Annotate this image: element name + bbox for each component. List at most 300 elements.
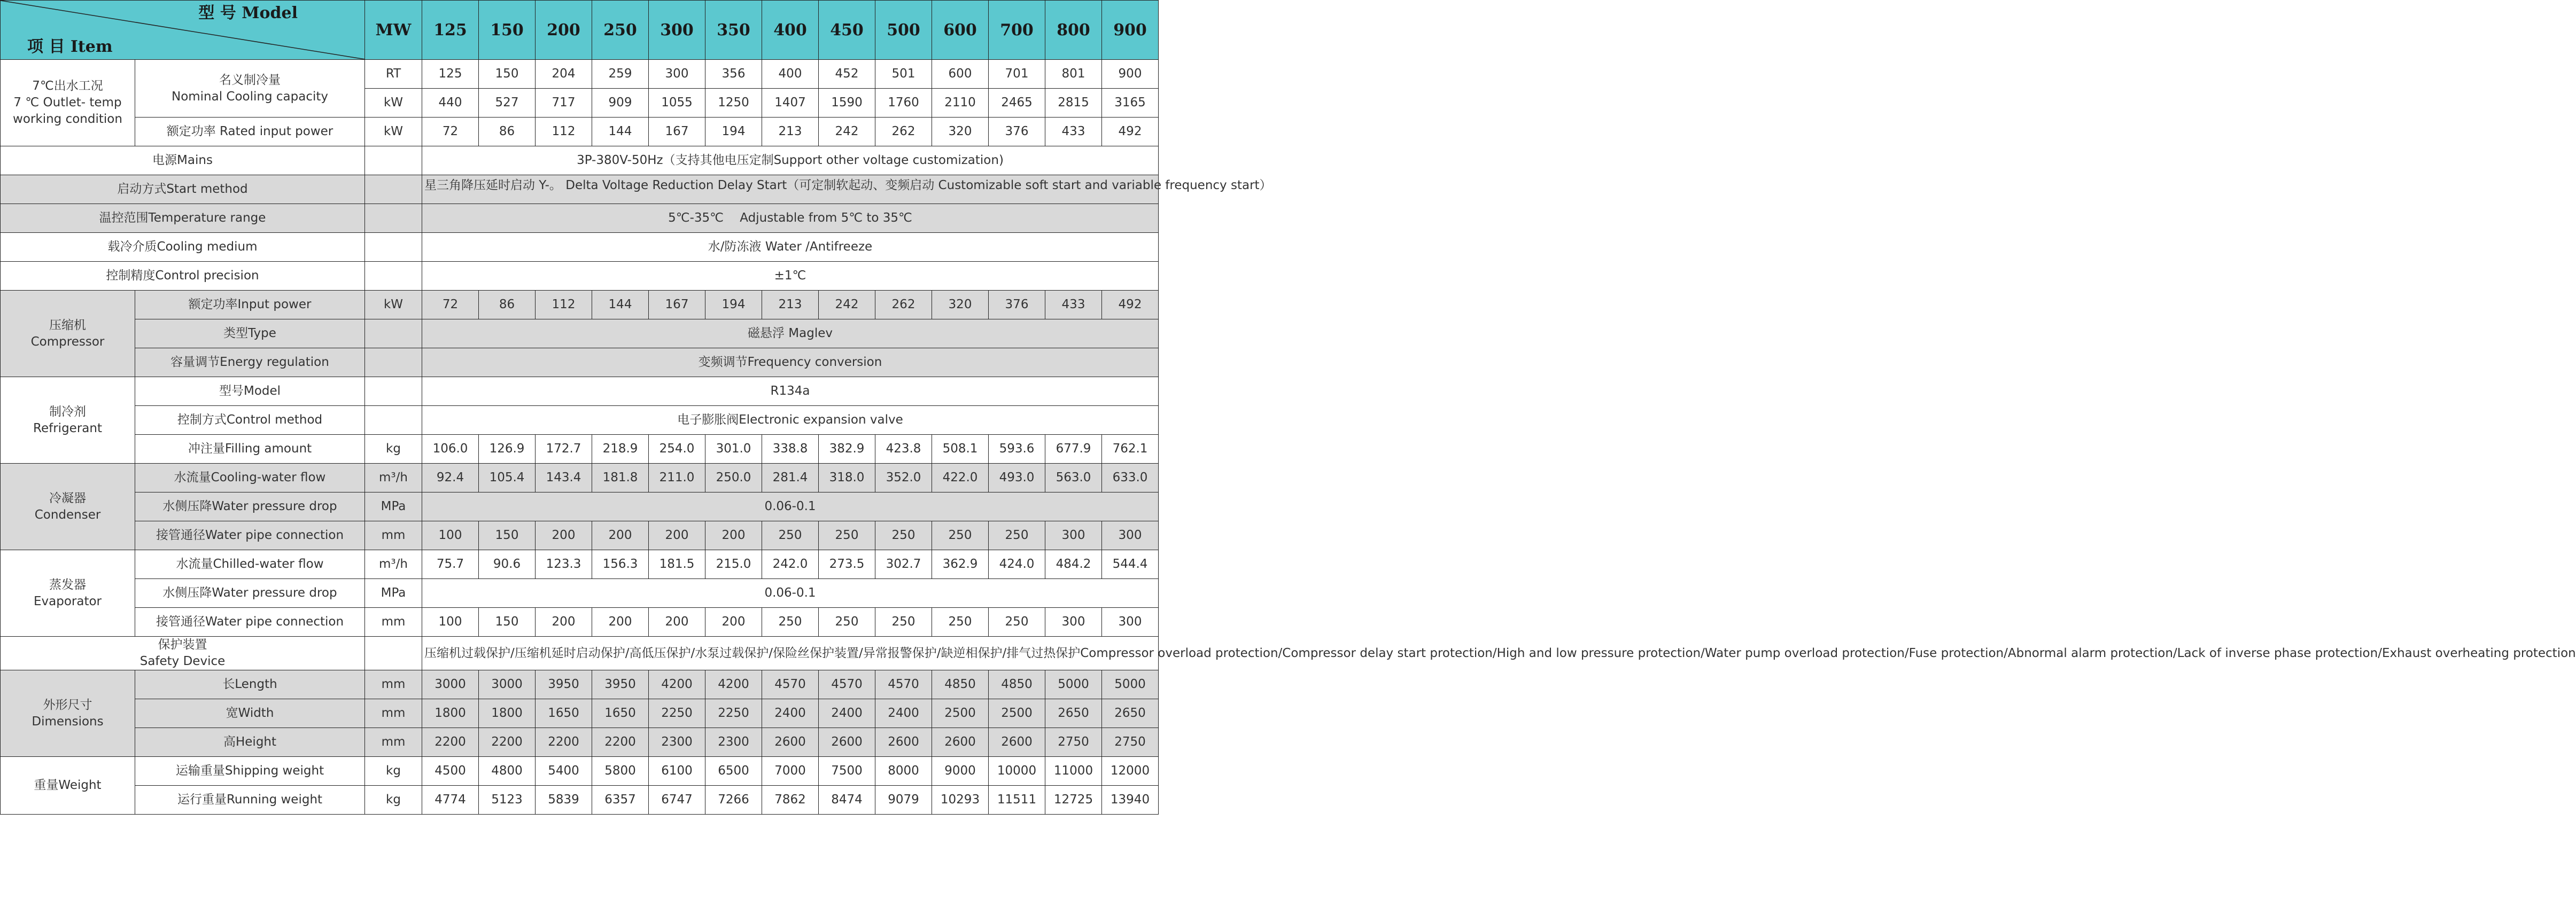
capacity-rt-cell: 701 xyxy=(989,60,1045,89)
width-cell: 2400 xyxy=(762,699,819,728)
row-label: 控制精度Control precision xyxy=(1,262,365,291)
capacity-rt-cell: 400 xyxy=(762,60,819,89)
condenser-pipe-cell: 250 xyxy=(819,521,875,550)
mains-row xyxy=(1,146,1159,175)
group-label-en: 7 ℃ Outlet- temp xyxy=(13,96,122,110)
compressor-group xyxy=(1,291,135,377)
group-label-cn: 蒸发器 xyxy=(49,577,86,592)
length-cell: 4850 xyxy=(932,670,989,699)
capacity-kw-cell: 3165 xyxy=(1102,89,1159,118)
rated-power-cell: 376 xyxy=(989,118,1045,146)
row-label: 类型Type xyxy=(135,319,365,348)
condenser-pipe-cell: 250 xyxy=(989,521,1045,550)
compressor-power-cell: 112 xyxy=(536,291,592,319)
safety-row xyxy=(1,637,1159,670)
refrigerant-group xyxy=(1,377,135,464)
unit-cell: mm xyxy=(365,670,422,699)
model-header: 150 xyxy=(479,1,536,60)
capacity-kw-cell: 1590 xyxy=(819,89,875,118)
unit-cell: mm xyxy=(365,521,422,550)
condenser-flow-cell: 105.4 xyxy=(479,464,536,492)
running-weight-cell: 5123 xyxy=(479,786,536,815)
refrigerant-model-value: R134a xyxy=(422,377,1159,406)
row-label-en: Safety Device xyxy=(139,654,226,668)
condenser-flow-cell: 211.0 xyxy=(649,464,705,492)
evaporator-pipe-cell: 300 xyxy=(1045,608,1102,637)
compressor-type-row xyxy=(1,319,1159,348)
item-header-label: 项 目 Item xyxy=(27,37,113,56)
unit-cell: kg xyxy=(365,435,422,464)
row-label: 额定功率Input power xyxy=(135,291,365,319)
evaporator-pipe-cell: 250 xyxy=(819,608,875,637)
evaporator-flow-cell: 544.4 xyxy=(1102,550,1159,579)
row-label-cn: 名义制冷量 xyxy=(219,73,281,87)
width-cell: 1800 xyxy=(422,699,479,728)
evaporator-pipe-cell: 200 xyxy=(592,608,649,637)
shipping-weight-cell: 8000 xyxy=(875,757,932,786)
height-cell: 2200 xyxy=(536,728,592,757)
evaporator-pipe-cell: 250 xyxy=(989,608,1045,637)
condenser-group xyxy=(1,464,135,550)
length-cell: 4570 xyxy=(762,670,819,699)
row-label: 冲注量Filling amount xyxy=(135,435,365,464)
unit-header-label: MW xyxy=(365,1,422,60)
width-cell: 1650 xyxy=(536,699,592,728)
header-row xyxy=(1,1,1159,60)
unit-cell: kW xyxy=(365,291,422,319)
filling-amount-cell: 126.9 xyxy=(479,435,536,464)
length-cell: 4850 xyxy=(989,670,1045,699)
row-label: 接管通径Water pipe connection xyxy=(135,608,365,637)
compressor-power-cell: 194 xyxy=(705,291,762,319)
condenser-pipe-cell: 200 xyxy=(536,521,592,550)
running-weight-cell: 6747 xyxy=(649,786,705,815)
capacity-kw-cell: 909 xyxy=(592,89,649,118)
shipping-weight-cell: 6500 xyxy=(705,757,762,786)
capacity-rt-cell: 204 xyxy=(536,60,592,89)
row-label: 水流量Chilled-water flow xyxy=(135,550,365,579)
filling-amount-cell: 382.9 xyxy=(819,435,875,464)
filling-amount-cell: 677.9 xyxy=(1045,435,1102,464)
model-header: 500 xyxy=(875,1,932,60)
rated-power-cell: 112 xyxy=(536,118,592,146)
row-label: 额定功率 Rated input power xyxy=(135,118,365,146)
width-cell: 2250 xyxy=(649,699,705,728)
safety-value: 压缩机过载保护/压缩机延时启动保护/高低压保护/水泵过载保护/保险丝保护装置/异常报警保护/缺逆相保护/排气过热保护Compressor overload protection/Compressor delay start protection/High and low pressure protection/Water pump overload protection/Fuse protection/Abnormal alarm protection/Lack of inverse phase protection/Exhaust overheating protection xyxy=(422,637,1159,670)
group-label-en: Dimensions xyxy=(32,714,104,729)
unit-cell: mm xyxy=(365,699,422,728)
evaporator-pressure-row xyxy=(1,579,1159,608)
model-header: 800 xyxy=(1045,1,1102,60)
capacity-rt-cell: 900 xyxy=(1102,60,1159,89)
capacity-kw-cell: 2110 xyxy=(932,89,989,118)
control-precision-row xyxy=(1,262,1159,291)
filling-amount-cell: 301.0 xyxy=(705,435,762,464)
evaporator-flow-cell: 362.9 xyxy=(932,550,989,579)
mains-value: 3P-380V-50Hz（支持其他电压定制Support other voltage customization) xyxy=(422,146,1159,175)
group-label-cn: 制冷剂 xyxy=(49,404,86,419)
filling-amount-cell: 254.0 xyxy=(649,435,705,464)
length-cell: 5000 xyxy=(1045,670,1102,699)
control-method-value: 电子膨胀阀Electronic expansion valve xyxy=(422,406,1159,435)
running-weight-cell: 13940 xyxy=(1102,786,1159,815)
condenser-flow-cell: 563.0 xyxy=(1045,464,1102,492)
width-cell: 2500 xyxy=(989,699,1045,728)
evaporator-pipe-cell: 250 xyxy=(875,608,932,637)
rated-power-cell: 167 xyxy=(649,118,705,146)
unit-cell xyxy=(365,262,422,291)
rated-power-cell: 86 xyxy=(479,118,536,146)
unit-cell xyxy=(365,348,422,377)
row-label: 水侧压降Water pressure drop xyxy=(135,579,365,608)
filling-amount-cell: 762.1 xyxy=(1102,435,1159,464)
height-row xyxy=(1,728,1159,757)
compressor-power-row xyxy=(1,291,1159,319)
condenser-flow-cell: 181.8 xyxy=(592,464,649,492)
capacity-rt-cell: 600 xyxy=(932,60,989,89)
unit-cell: kW xyxy=(365,89,422,118)
model-header: 900 xyxy=(1102,1,1159,60)
evaporator-pipe-cell: 200 xyxy=(536,608,592,637)
energy-regulation-value: 变频调节Frequency conversion xyxy=(422,348,1159,377)
compressor-power-cell: 72 xyxy=(422,291,479,319)
running-weight-cell: 6357 xyxy=(592,786,649,815)
width-cell: 1800 xyxy=(479,699,536,728)
running-weight-cell: 9079 xyxy=(875,786,932,815)
capacity-rt-cell: 452 xyxy=(819,60,875,89)
length-cell: 5000 xyxy=(1102,670,1159,699)
row-label-cn: 保护装置 xyxy=(158,638,207,652)
condenser-pressure-value: 0.06-0.1 xyxy=(422,492,1159,521)
shipping-weight-cell: 7000 xyxy=(762,757,819,786)
length-cell: 4570 xyxy=(819,670,875,699)
compressor-power-cell: 376 xyxy=(989,291,1045,319)
filling-amount-cell: 593.6 xyxy=(989,435,1045,464)
capacity-rt-cell: 150 xyxy=(479,60,536,89)
height-cell: 2200 xyxy=(479,728,536,757)
rated-power-row xyxy=(1,118,1159,146)
header-corner-cell xyxy=(1,1,365,60)
running-weight-cell: 8474 xyxy=(819,786,875,815)
row-label: 长Length xyxy=(135,670,365,699)
capacity-kw-cell: 527 xyxy=(479,89,536,118)
capacity-kw-cell: 717 xyxy=(536,89,592,118)
model-header: 350 xyxy=(705,1,762,60)
filling-amount-cell: 218.9 xyxy=(592,435,649,464)
capacity-kw-cell: 1760 xyxy=(875,89,932,118)
evaporator-pressure-value: 0.06-0.1 xyxy=(422,579,1159,608)
capacity-rt-cell: 501 xyxy=(875,60,932,89)
unit-cell: mm xyxy=(365,608,422,637)
width-row xyxy=(1,699,1159,728)
row-label: 运输重量Shipping weight xyxy=(135,757,365,786)
evaporator-flow-cell: 90.6 xyxy=(479,550,536,579)
unit-cell: kg xyxy=(365,786,422,815)
height-cell: 2600 xyxy=(762,728,819,757)
height-cell: 2600 xyxy=(819,728,875,757)
height-cell: 2300 xyxy=(705,728,762,757)
evaporator-pipe-cell: 250 xyxy=(762,608,819,637)
shipping-weight-cell: 12000 xyxy=(1102,757,1159,786)
condenser-flow-cell: 318.0 xyxy=(819,464,875,492)
compressor-power-cell: 492 xyxy=(1102,291,1159,319)
running-weight-cell: 10293 xyxy=(932,786,989,815)
width-cell: 2400 xyxy=(875,699,932,728)
start-method-row xyxy=(1,175,1159,204)
height-cell: 2600 xyxy=(989,728,1045,757)
running-weight-cell: 12725 xyxy=(1045,786,1102,815)
capacity-rt-cell: 801 xyxy=(1045,60,1102,89)
unit-cell: MPa xyxy=(365,579,422,608)
compressor-power-cell: 144 xyxy=(592,291,649,319)
condenser-flow-cell: 281.4 xyxy=(762,464,819,492)
row-label: 水流量Cooling-water flow xyxy=(135,464,365,492)
rated-power-cell: 213 xyxy=(762,118,819,146)
compressor-power-cell: 86 xyxy=(479,291,536,319)
evaporator-flow-cell: 484.2 xyxy=(1045,550,1102,579)
shipping-weight-cell: 5400 xyxy=(536,757,592,786)
width-cell: 2650 xyxy=(1045,699,1102,728)
shipping-weight-row xyxy=(1,757,1159,786)
model-header: 700 xyxy=(989,1,1045,60)
unit-cell: kW xyxy=(365,118,422,146)
capacity-kw-cell: 2815 xyxy=(1045,89,1102,118)
running-weight-cell: 5839 xyxy=(536,786,592,815)
evaporator-flow-cell: 156.3 xyxy=(592,550,649,579)
temp-range-value: 5℃-35℃ Adjustable from 5℃ to 35℃ xyxy=(422,204,1159,233)
shipping-weight-cell: 10000 xyxy=(989,757,1045,786)
height-cell: 2200 xyxy=(422,728,479,757)
shipping-weight-cell: 9000 xyxy=(932,757,989,786)
condenser-pipe-cell: 200 xyxy=(705,521,762,550)
evaporator-flow-cell: 424.0 xyxy=(989,550,1045,579)
capacity-kw-cell: 1055 xyxy=(649,89,705,118)
start-method-text: 星三角降压延时启动 Y-。 Delta Voltage Reduction Delay Start（可定制软起动、变频启动 Customizable soft start and variable frequency start） xyxy=(424,178,1272,192)
filling-amount-cell: 338.8 xyxy=(762,435,819,464)
length-cell: 3000 xyxy=(479,670,536,699)
unit-cell xyxy=(365,637,422,670)
compressor-power-cell: 213 xyxy=(762,291,819,319)
row-label: 控制方式Control method xyxy=(135,406,365,435)
shipping-weight-cell: 4800 xyxy=(479,757,536,786)
group-label-en: Compressor xyxy=(30,334,105,349)
row-label: 启动方式Start method xyxy=(1,175,365,204)
group-label-en: Refrigerant xyxy=(33,421,102,435)
condenser-pipe-cell: 200 xyxy=(592,521,649,550)
evaporator-pipe-row xyxy=(1,608,1159,637)
group-label-cn: 压缩机 xyxy=(49,318,86,332)
condenser-flow-cell: 633.0 xyxy=(1102,464,1159,492)
length-cell: 4200 xyxy=(649,670,705,699)
width-cell: 2650 xyxy=(1102,699,1159,728)
shipping-weight-cell: 5800 xyxy=(592,757,649,786)
condenser-pipe-cell: 250 xyxy=(875,521,932,550)
condenser-flow-cell: 250.0 xyxy=(705,464,762,492)
length-cell: 3950 xyxy=(536,670,592,699)
condenser-flow-cell: 92.4 xyxy=(422,464,479,492)
height-cell: 2600 xyxy=(932,728,989,757)
height-cell: 2200 xyxy=(592,728,649,757)
condenser-flow-cell: 422.0 xyxy=(932,464,989,492)
compressor-type-value: 磁悬浮 Maglev xyxy=(422,319,1159,348)
running-weight-cell: 7862 xyxy=(762,786,819,815)
filling-amount-cell: 508.1 xyxy=(932,435,989,464)
unit-cell xyxy=(365,406,422,435)
safety-label xyxy=(1,637,365,670)
condenser-flow-row xyxy=(1,464,1159,492)
refrigerant-model-row xyxy=(1,377,1159,406)
row-label: 温控范围Temperature range xyxy=(1,204,365,233)
height-cell: 2600 xyxy=(875,728,932,757)
group-label-en: Condenser xyxy=(34,507,101,522)
condenser-pipe-cell: 250 xyxy=(932,521,989,550)
rated-power-cell: 242 xyxy=(819,118,875,146)
condenser-flow-cell: 143.4 xyxy=(536,464,592,492)
evaporator-flow-cell: 273.5 xyxy=(819,550,875,579)
group-label-cn: 外形尺寸 xyxy=(43,698,92,712)
model-header: 400 xyxy=(762,1,819,60)
condenser-pipe-cell: 250 xyxy=(762,521,819,550)
running-weight-cell: 4774 xyxy=(422,786,479,815)
condenser-pipe-cell: 300 xyxy=(1102,521,1159,550)
group-label-en: Evaporator xyxy=(33,594,102,608)
compressor-power-cell: 242 xyxy=(819,291,875,319)
width-cell: 2250 xyxy=(705,699,762,728)
control-precision-value: ±1℃ xyxy=(422,262,1159,291)
unit-cell: kg xyxy=(365,757,422,786)
model-header: 250 xyxy=(592,1,649,60)
condenser-pipe-cell: 300 xyxy=(1045,521,1102,550)
unit-cell: MPa xyxy=(365,492,422,521)
model-header: 450 xyxy=(819,1,875,60)
unit-cell xyxy=(365,319,422,348)
length-row xyxy=(1,670,1159,699)
width-cell: 2500 xyxy=(932,699,989,728)
condenser-pipe-cell: 100 xyxy=(422,521,479,550)
unit-cell xyxy=(365,377,422,406)
row-label: 接管通径Water pipe connection xyxy=(135,521,365,550)
evaporator-pipe-cell: 300 xyxy=(1102,608,1159,637)
condenser-pipe-cell: 200 xyxy=(649,521,705,550)
evaporator-flow-cell: 242.0 xyxy=(762,550,819,579)
energy-regulation-row xyxy=(1,348,1159,377)
row-label-en: Nominal Cooling capacity xyxy=(171,89,328,104)
condenser-pressure-row xyxy=(1,492,1159,521)
group-label-cn: 冷凝器 xyxy=(49,491,86,505)
capacity-kw-cell: 1407 xyxy=(762,89,819,118)
filling-amount-cell: 172.7 xyxy=(536,435,592,464)
model-header: 600 xyxy=(932,1,989,60)
rated-power-cell: 144 xyxy=(592,118,649,146)
width-cell: 1650 xyxy=(592,699,649,728)
length-cell: 3000 xyxy=(422,670,479,699)
row-label: 载冷介质Cooling medium xyxy=(1,233,365,262)
row-label: 宽Width xyxy=(135,699,365,728)
length-cell: 3950 xyxy=(592,670,649,699)
evaporator-pipe-cell: 250 xyxy=(932,608,989,637)
evaporator-flow-cell: 302.7 xyxy=(875,550,932,579)
condenser-pipe-row xyxy=(1,521,1159,550)
condenser-flow-cell: 352.0 xyxy=(875,464,932,492)
running-weight-cell: 7266 xyxy=(705,786,762,815)
model-header: 125 xyxy=(422,1,479,60)
capacity-kw-cell: 440 xyxy=(422,89,479,118)
capacity-rt-cell: 300 xyxy=(649,60,705,89)
rated-power-cell: 433 xyxy=(1045,118,1102,146)
unit-cell: m³/h xyxy=(365,464,422,492)
model-header-label: 型 号 Model xyxy=(198,4,298,22)
filling-amount-row xyxy=(1,435,1159,464)
shipping-weight-cell: 7500 xyxy=(819,757,875,786)
unit-cell xyxy=(365,175,422,204)
capacity-rt-cell: 125 xyxy=(422,60,479,89)
running-weight-row xyxy=(1,786,1159,815)
weight-group: 重量Weight xyxy=(1,757,135,815)
row-label: 电源Mains xyxy=(1,146,365,175)
model-header: 200 xyxy=(536,1,592,60)
rated-power-cell: 194 xyxy=(705,118,762,146)
compressor-power-cell: 320 xyxy=(932,291,989,319)
capacity-rt-row xyxy=(1,60,1159,89)
rated-power-cell: 72 xyxy=(422,118,479,146)
evaporator-pipe-cell: 200 xyxy=(705,608,762,637)
unit-cell xyxy=(365,233,422,262)
length-cell: 4200 xyxy=(705,670,762,699)
cooling-medium-row xyxy=(1,233,1159,262)
capacity-rt-cell: 259 xyxy=(592,60,649,89)
filling-amount-cell: 423.8 xyxy=(875,435,932,464)
rated-power-cell: 320 xyxy=(932,118,989,146)
evaporator-flow-cell: 181.5 xyxy=(649,550,705,579)
evaporator-flow-row xyxy=(1,550,1159,579)
running-weight-cell: 11511 xyxy=(989,786,1045,815)
row-label: 型号Model xyxy=(135,377,365,406)
group-label-cn: 7℃出水工况 xyxy=(32,79,103,93)
capacity-kw-cell: 2465 xyxy=(989,89,1045,118)
height-cell: 2300 xyxy=(649,728,705,757)
cooling-medium-value: 水/防冻液 Water /Antifreeze xyxy=(422,233,1159,262)
height-cell: 2750 xyxy=(1045,728,1102,757)
compressor-power-cell: 433 xyxy=(1045,291,1102,319)
evaporator-pipe-cell: 100 xyxy=(422,608,479,637)
capacity-label xyxy=(135,60,365,118)
control-method-row xyxy=(1,406,1159,435)
width-cell: 2400 xyxy=(819,699,875,728)
row-label: 容量调节Energy regulation xyxy=(135,348,365,377)
row-label: 高Height xyxy=(135,728,365,757)
group-label-en: working condition xyxy=(13,112,122,126)
rated-power-cell: 262 xyxy=(875,118,932,146)
evaporator-pipe-cell: 200 xyxy=(649,608,705,637)
unit-cell: m³/h xyxy=(365,550,422,579)
evaporator-flow-cell: 75.7 xyxy=(422,550,479,579)
length-cell: 4570 xyxy=(875,670,932,699)
compressor-power-cell: 167 xyxy=(649,291,705,319)
condenser-pipe-cell: 150 xyxy=(479,521,536,550)
cooling-condition-group xyxy=(1,60,135,146)
evaporator-pipe-cell: 150 xyxy=(479,608,536,637)
shipping-weight-cell: 4500 xyxy=(422,757,479,786)
rated-power-cell: 492 xyxy=(1102,118,1159,146)
dimensions-group xyxy=(1,670,135,757)
shipping-weight-cell: 11000 xyxy=(1045,757,1102,786)
unit-cell xyxy=(365,204,422,233)
unit-cell: mm xyxy=(365,728,422,757)
capacity-kw-cell: 1250 xyxy=(705,89,762,118)
temp-range-row xyxy=(1,204,1159,233)
filling-amount-cell: 106.0 xyxy=(422,435,479,464)
compressor-power-cell: 262 xyxy=(875,291,932,319)
